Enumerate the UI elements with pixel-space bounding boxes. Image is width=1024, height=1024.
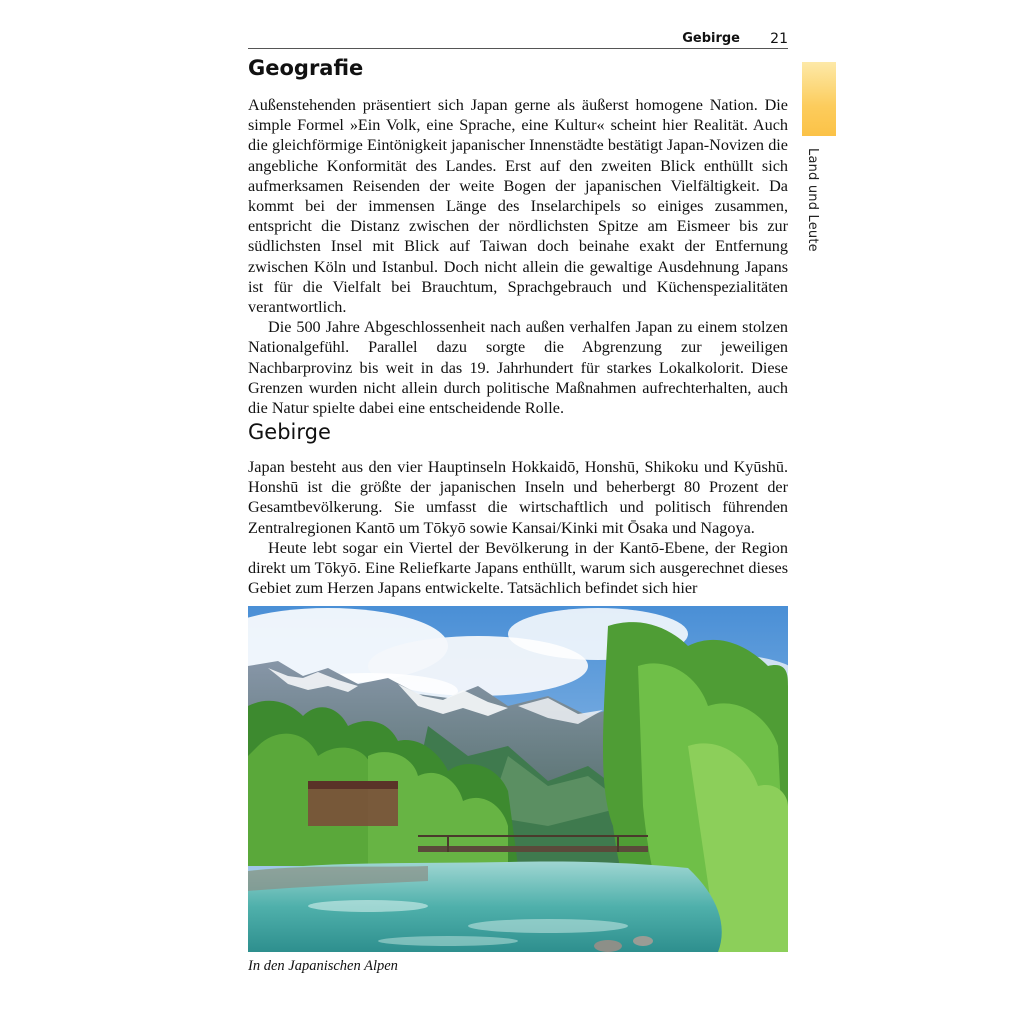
paragraph: Außenstehenden präsentiert sich Japan gerne als äußerst homogene Nation. Die simple Formel »Ein Volk, eine Sprache, eine Kultur« scheint hier Realität. Auch die gleichförmige Eintönigkeit japanischer Innenstädte bestätigt Japan-Novizen die angebliche Konformität des Landes. Erst auf den zweiten Blick enthüllt sich aufmerksamen Reisenden der weite Bogen der japanischen Vielfältigkeit. Da kommt bei der immensen Länge des Inselarchipels so einiges zusammen, entspricht die Distanz zwischen der nördlichsten Spitze am Eismeer bis zur südlichsten Insel mit Blick auf Taiwan doch beinahe exakt der Entfernung zwischen Köln und Istanbul. Doch nicht allein die gewaltige Ausdehnung Japans ist für die Vielfalt bei Brauchtum, Sprachgebrauch und Küchenspezialitäten verantwortlich. xyxy=(248,96,788,317)
paragraph: Die 500 Jahre Abgeschlossenheit nach außen verhalfen Japan zu einem stolzen Nationalgefühl. Parallel dazu sorgte die Abgrenzung zur jeweiligen Nachbarprovinz bis weit in das 19. Jahrhundert für starkes Lokalkolorit. Diese Grenzen wurden nicht allein durch politische Maßnahmen aufrechterhalten, auch die Natur spielte dabei eine entscheidende Rolle. xyxy=(248,318,788,418)
running-head xyxy=(248,30,788,49)
section-title-geografie: Geografie xyxy=(248,56,364,80)
alps-photo xyxy=(248,606,788,952)
landscape-illustration xyxy=(248,606,788,952)
page-number: 21 xyxy=(770,31,788,47)
paragraph: Heute lebt sogar ein Viertel der Bevölkerung in der Kantō-Ebene, der Region direkt um Tōkyō. Eine Reliefkarte Japans enthüllt, warum sich ausgerechnet dieses Gebiet zum Herzen Japans entwickelte. Tatsächlich befindet sich hier xyxy=(248,538,788,598)
geografie-body xyxy=(248,95,788,418)
section-title-gebirge: Gebirge xyxy=(248,420,331,444)
photo-caption: In den Japanischen Alpen xyxy=(248,958,398,974)
chapter-tab xyxy=(802,62,836,136)
running-head-section: Gebirge xyxy=(682,31,740,46)
paragraph: Japan besteht aus den vier Hauptinseln Hokkaidō, Honshū, Shikoku und Kyūshū. Honshū ist die größte der japanischen Inseln und beherbergt 80 Prozent der Gesamtbevölkerung. Sie umfasst die wirtschaftlich und politisch führenden Zentralregionen Kantō um Tōkyō sowie Kansai/Kinki mit Ōsaka und Nagoya. xyxy=(248,458,788,537)
gebirge-body xyxy=(248,457,788,598)
chapter-tab-label: Land und Leute xyxy=(805,148,820,252)
